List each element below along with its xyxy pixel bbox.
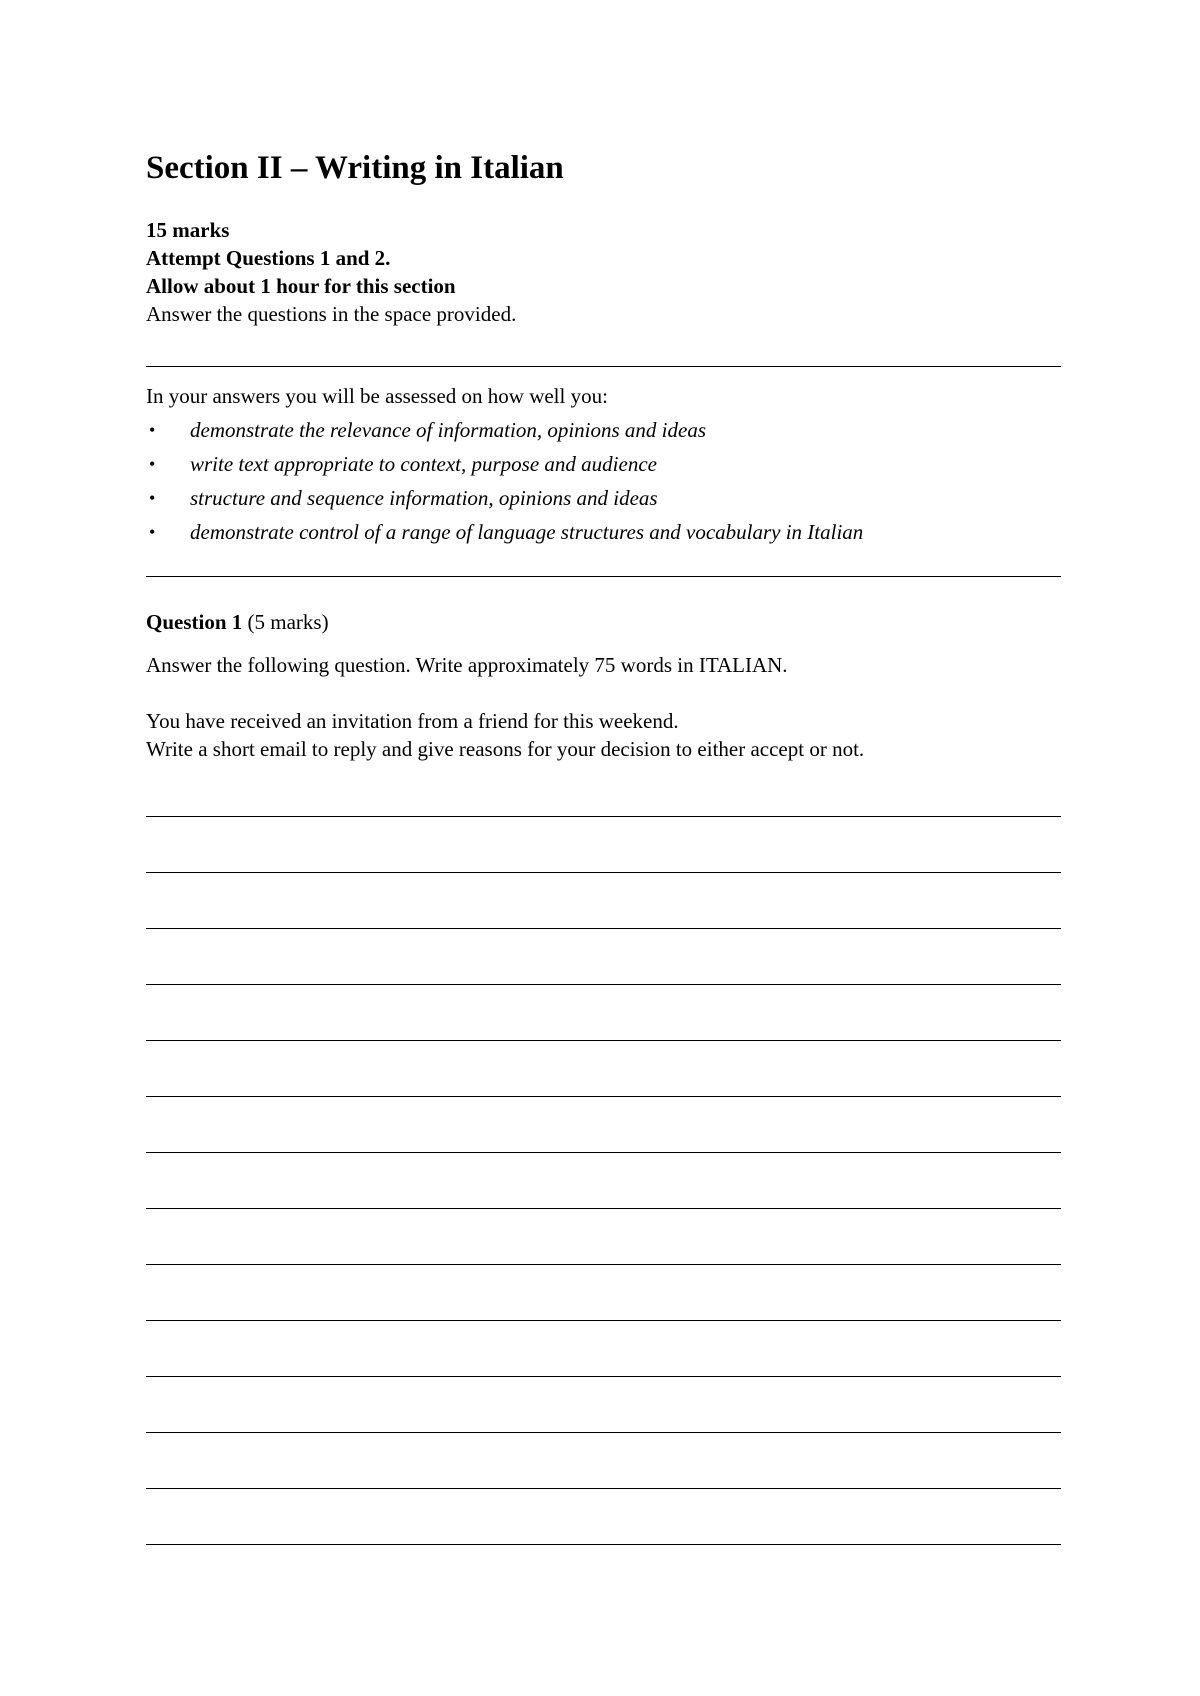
bullet-icon: •: [149, 454, 156, 474]
answer-line: [146, 1040, 1061, 1041]
answer-line: [146, 928, 1061, 929]
criteria-item-text: demonstrate control of a range of language structures and vocabulary in Italian: [190, 520, 864, 544]
answer-line: [146, 1432, 1061, 1433]
section-marks: 15 marks: [146, 218, 230, 242]
answer-line: [146, 872, 1061, 873]
bullet-icon: •: [149, 522, 156, 542]
answer-line: [146, 1264, 1061, 1265]
answer-area[interactable]: [146, 0, 1061, 1696]
question-task-line: Write a short email to reply and give reasons for your decision to either accept or not.: [146, 737, 865, 761]
question-task-line: You have received an invitation from a friend for this weekend.: [146, 709, 679, 733]
section-attempt: Attempt Questions 1 and 2.: [146, 246, 391, 270]
answer-line: [146, 1544, 1061, 1545]
answer-line: [146, 1376, 1061, 1377]
exam-page: [146, 0, 1061, 1696]
section-answer-note: Answer the questions in the space provided.: [146, 302, 517, 326]
answer-line: [146, 1152, 1061, 1153]
answer-line: [146, 1096, 1061, 1097]
criteria-item-text: demonstrate the relevance of information, opinions and ideas: [190, 418, 706, 442]
bullet-icon: •: [149, 420, 156, 440]
answer-line: [146, 1208, 1061, 1209]
criteria-item-text: write text appropriate to context, purpose and audience: [190, 452, 657, 476]
answer-line: [146, 984, 1061, 985]
criteria-intro: In your answers you will be assessed on how well you:: [146, 384, 608, 408]
question-label: Question 1: [146, 610, 243, 634]
question-marks: (5 marks): [247, 610, 329, 634]
bullet-icon: •: [149, 488, 156, 508]
criteria-item-text: structure and sequence information, opinions and ideas: [190, 486, 658, 510]
question-instruction: Answer the following question. Write approximately 75 words in ITALIAN.: [146, 653, 788, 677]
section-title: Section II – Writing in Italian: [146, 150, 564, 186]
section-allow-time: Allow about 1 hour for this section: [146, 274, 456, 298]
answer-line: [146, 816, 1061, 817]
answer-line: [146, 1320, 1061, 1321]
answer-line: [146, 1488, 1061, 1489]
